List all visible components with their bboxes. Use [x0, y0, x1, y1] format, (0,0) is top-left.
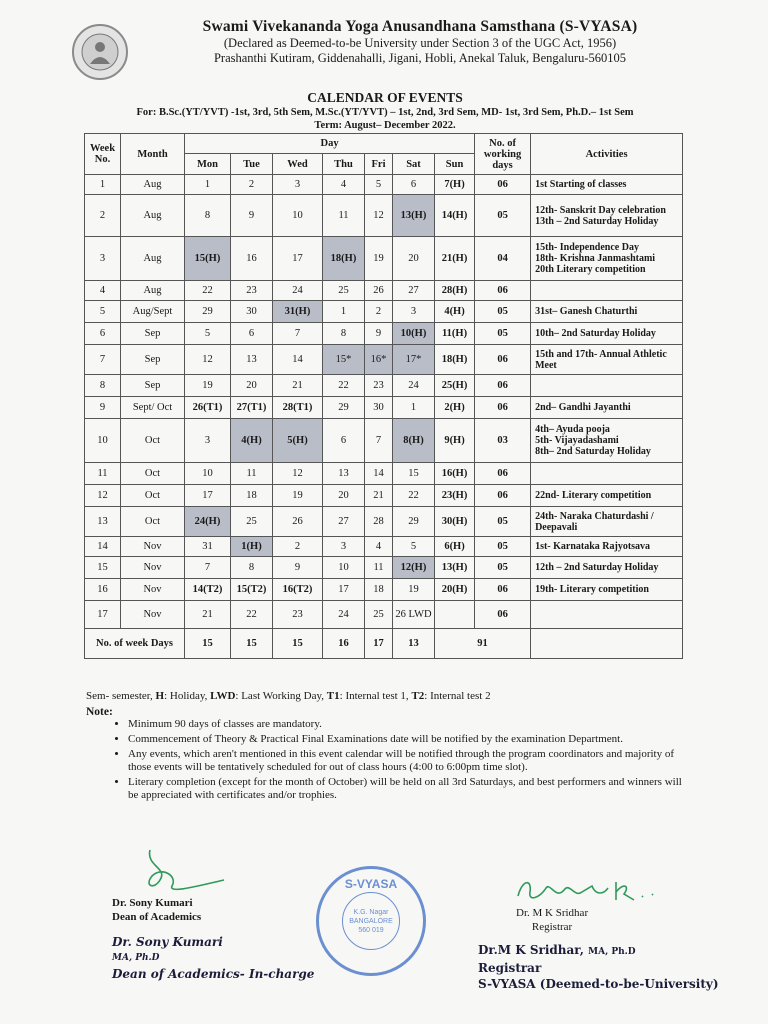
day-cell: 9 [273, 557, 323, 579]
seal-line: 560 019 [358, 926, 384, 934]
week-number: 13 [85, 507, 121, 537]
day-cell: 17 [185, 485, 231, 507]
working-days-cell: 06 [475, 485, 531, 507]
activity-line: 22nd- Literary competition [535, 490, 652, 501]
activity-line: 19th- Literary competition [535, 584, 649, 595]
totals-activities-empty [531, 629, 683, 659]
month-cell: Oct [121, 419, 185, 463]
legend-sem: Sem [86, 690, 106, 702]
month-cell: Sep [121, 345, 185, 375]
day-cell: 2 [231, 175, 273, 195]
day-cell: 7(H) [435, 175, 475, 195]
day-cell: 7 [365, 419, 393, 463]
day-cell: 26 LWD [393, 601, 435, 629]
day-cell: 14 [273, 345, 323, 375]
week-number: 7 [85, 345, 121, 375]
activity-line: 10th– 2nd Saturday Holiday [535, 328, 656, 339]
calendar-row [85, 601, 683, 629]
month-cell: Aug [121, 237, 185, 281]
day-cell: 6 [323, 419, 365, 463]
activities-cell [531, 195, 683, 237]
registrar-signature-scribble-icon [512, 872, 662, 908]
calendar-row [85, 419, 683, 463]
day-cell: 8(H) [393, 419, 435, 463]
header-day-mon: Mon [185, 154, 231, 175]
day-cell: 12(H) [393, 557, 435, 579]
calendar-row [85, 463, 683, 485]
working-days-cell: 06 [475, 601, 531, 629]
day-cell: 10(H) [393, 323, 435, 345]
total-count-cell: 15 [185, 629, 231, 659]
activity-line: 12th – 2nd Saturday Holiday [535, 562, 659, 573]
working-days-cell: 06 [475, 281, 531, 301]
day-cell: 25 [365, 601, 393, 629]
activity-line: 1st- Karnataka Rajyotsava [535, 541, 651, 552]
dean-stamp-name: Dr. Sony Kumari [112, 935, 223, 949]
header-day-tue: Tue [231, 154, 273, 175]
day-cell: 17* [393, 345, 435, 375]
working-days-cell: 05 [475, 195, 531, 237]
day-cell: 9 [231, 195, 273, 237]
day-cell: 18 [365, 579, 393, 601]
calendar-row [85, 507, 683, 537]
week-number: 1 [85, 175, 121, 195]
note-item: • Commencement of Theory & Practical Final Examinations date will be notified by the examination Department. [128, 733, 688, 746]
day-cell: 13(H) [435, 557, 475, 579]
seal-line: K.G. Nagar [353, 908, 389, 916]
activities-cell [531, 463, 683, 485]
header-day-sat: Sat [393, 154, 435, 175]
dean-name: Dr. Sony Kumari [112, 897, 193, 909]
day-cell: 22 [231, 601, 273, 629]
dean-signature-scribble-icon [138, 846, 228, 898]
day-cell: 15 [393, 463, 435, 485]
note-item: • Literary completion (except for the month of October) will be held on all 3rd Saturdays, and best performers and winners will be appreciated with certificates and/or trophies. [128, 776, 688, 802]
calendar-term: Term: August– December 2022. [314, 120, 456, 131]
registrar-stamp-name: Dr.M K Sridhar, [478, 943, 584, 957]
day-cell: 4 [323, 175, 365, 195]
day-cell: 16(H) [435, 463, 475, 485]
day-cell: 4(H) [435, 301, 475, 323]
legend-sem-def: - semester, [105, 690, 156, 702]
month-cell: Nov [121, 601, 185, 629]
day-cell: 22 [323, 375, 365, 397]
day-cell: 19 [185, 375, 231, 397]
month-cell: Nov [121, 557, 185, 579]
activity-line: 20th Literary competition [535, 264, 646, 275]
note-item: • Any events, which aren't mentioned in this event calendar will be notified through the program coordinators and majority of those events will be tentatively scheduled for out of class hours (4:00 to 6:00pm time slot). [128, 748, 688, 774]
calendar-row [85, 557, 683, 579]
activities-cell [531, 537, 683, 557]
registrar-stamp-title: Registrar [478, 961, 542, 975]
day-cell: 1(H) [231, 537, 273, 557]
header-day-wed: Wed [273, 154, 323, 175]
notes-list [106, 718, 688, 804]
activities-cell [531, 557, 683, 579]
week-number: 9 [85, 397, 121, 419]
day-cell: 29 [323, 397, 365, 419]
day-cell: 5 [185, 323, 231, 345]
day-cell: 9(H) [435, 419, 475, 463]
calendar-title: CALENDAR OF EVENTS [307, 90, 463, 105]
month-cell: Aug [121, 281, 185, 301]
week-number: 16 [85, 579, 121, 601]
month-cell: Sep [121, 323, 185, 345]
logo-emblem-icon [80, 32, 120, 72]
calendar-table [84, 133, 683, 659]
month-cell: Oct [121, 507, 185, 537]
working-days-cell: 06 [475, 463, 531, 485]
day-cell: 6 [231, 323, 273, 345]
registrar-stamp-org: S-VYASA (Deemed-to-be-University) [478, 977, 719, 991]
note-item: • Minimum 90 days of classes are mandatory. [128, 718, 688, 731]
day-cell: 20(H) [435, 579, 475, 601]
working-days-cell: 06 [475, 579, 531, 601]
activity-line: 13th – 2nd Saturday Holiday [535, 215, 659, 227]
day-cell: 17 [273, 237, 323, 281]
day-cell: 25 [231, 507, 273, 537]
month-cell: Aug [121, 195, 185, 237]
header-day: Day [185, 134, 475, 154]
header-month: Month [121, 134, 185, 175]
day-cell: 24 [323, 601, 365, 629]
month-cell: Nov [121, 579, 185, 601]
day-cell: 13 [231, 345, 273, 375]
activities-cell [531, 375, 683, 397]
totals-label: No. of week Days [85, 629, 185, 659]
legend [86, 690, 491, 702]
header-day-thu: Thu [323, 154, 365, 175]
activity-line: 15th- Independence Day [535, 242, 639, 253]
day-cell: 19 [365, 237, 393, 281]
activities-cell [531, 419, 683, 463]
seal-line: BANGALORE [349, 917, 393, 925]
day-cell: 13(H) [393, 195, 435, 237]
dean-stamp-title: Dean of Academics- In-charge [112, 967, 315, 981]
institution-header [140, 18, 700, 66]
header-week: Week No. [85, 134, 121, 175]
day-cell: 27 [323, 507, 365, 537]
registrar-signature-block [516, 906, 588, 934]
day-cell: 17 [323, 579, 365, 601]
week-number: 15 [85, 557, 121, 579]
institution-subtitle: (Declared as Deemed-to-be University under Section 3 of the UGC Act, 1956) [223, 36, 617, 50]
day-cell: 21(H) [435, 237, 475, 281]
university-seal [316, 866, 426, 976]
day-cell: 8 [185, 195, 231, 237]
day-cell: 15(T2) [231, 579, 273, 601]
day-cell: 31(H) [273, 301, 323, 323]
totals-row [85, 629, 683, 659]
week-number: 4 [85, 281, 121, 301]
day-cell: 28 [365, 507, 393, 537]
month-cell: Oct [121, 463, 185, 485]
day-cell: 1 [393, 397, 435, 419]
calendar-row [85, 301, 683, 323]
day-cell: 2 [365, 301, 393, 323]
legend-lwd: LWD [210, 690, 236, 702]
working-days-cell: 03 [475, 419, 531, 463]
day-cell: 23 [365, 375, 393, 397]
activities-cell [531, 507, 683, 537]
calendar-row [85, 323, 683, 345]
working-days-cell: 05 [475, 537, 531, 557]
day-cell: 16(T2) [273, 579, 323, 601]
calendar-row [85, 537, 683, 557]
day-cell: 25(H) [435, 375, 475, 397]
activity-line: 15th and 17th- Annual Athletic Meet [535, 348, 667, 371]
activity-line: 5th- Vijayadashami [535, 435, 619, 446]
week-number: 12 [85, 485, 121, 507]
day-cell: 19 [273, 485, 323, 507]
activity-line: 24th- Naraka Chaturdashi / Deepavali [535, 510, 654, 533]
activity-line: 1st Starting of classes [535, 179, 627, 190]
day-cell: 20 [231, 375, 273, 397]
month-cell: Sep [121, 375, 185, 397]
week-number: 17 [85, 601, 121, 629]
day-cell: 11 [231, 463, 273, 485]
legend-t2: T2 [411, 690, 425, 702]
total-working-days: 91 [435, 629, 531, 659]
institution-title: Swami Vivekananda Yoga Anusandhana Samsthana (S-VYASA) [202, 18, 638, 35]
dean-stamp [112, 934, 314, 982]
registrar-stamp [478, 942, 719, 992]
day-cell: 3 [323, 537, 365, 557]
dean-stamp-degree: MA, Ph.D [112, 953, 160, 963]
working-days-cell: 05 [475, 507, 531, 537]
day-cell: 23 [231, 281, 273, 301]
calendar-row [85, 175, 683, 195]
day-cell: 11 [323, 195, 365, 237]
day-cell: 4(H) [231, 419, 273, 463]
day-cell: 8 [323, 323, 365, 345]
day-cell: 3 [393, 301, 435, 323]
working-days-cell: 05 [475, 557, 531, 579]
day-cell: 30 [365, 397, 393, 419]
working-days-cell: 06 [475, 397, 531, 419]
week-number: 11 [85, 463, 121, 485]
day-cell: 13 [323, 463, 365, 485]
activity-line: 18th- Krishna Janmashtami [535, 253, 656, 264]
day-cell: 24 [393, 375, 435, 397]
activities-cell [531, 175, 683, 195]
day-cell: 30(H) [435, 507, 475, 537]
day-cell: 5(H) [273, 419, 323, 463]
day-cell: 11(H) [435, 323, 475, 345]
week-number: 10 [85, 419, 121, 463]
activity-line: 31st– Ganesh Chaturthi [535, 306, 638, 317]
day-cell: 1 [323, 301, 365, 323]
day-cell [435, 601, 475, 629]
day-cell: 7 [185, 557, 231, 579]
month-cell: Oct [121, 485, 185, 507]
week-number: 8 [85, 375, 121, 397]
calendar-row [85, 579, 683, 601]
day-cell: 22 [185, 281, 231, 301]
day-cell: 24(H) [185, 507, 231, 537]
calendar-row [85, 397, 683, 419]
day-cell: 14(H) [435, 195, 475, 237]
day-cell: 28(H) [435, 281, 475, 301]
day-cell: 8 [231, 557, 273, 579]
total-count-cell: 13 [393, 629, 435, 659]
working-days-cell: 05 [475, 323, 531, 345]
month-cell: Nov [121, 537, 185, 557]
day-cell: 18(H) [435, 345, 475, 375]
day-cell: 21 [185, 601, 231, 629]
activities-cell [531, 237, 683, 281]
calendar-row [85, 281, 683, 301]
day-cell: 18 [231, 485, 273, 507]
day-cell: 23 [273, 601, 323, 629]
activity-line: 8th– 2nd Saturday Holiday [535, 446, 651, 457]
week-number: 3 [85, 237, 121, 281]
seal-inner [342, 892, 400, 950]
day-cell: 10 [323, 557, 365, 579]
day-cell: 12 [185, 345, 231, 375]
day-cell: 29 [393, 507, 435, 537]
dean-signature-block [112, 896, 201, 924]
header-activities: Activities [531, 134, 683, 175]
day-cell: 5 [393, 537, 435, 557]
day-cell: 4 [365, 537, 393, 557]
legend-lwd-def: : Last Working Day, [235, 690, 327, 702]
calendar-row [85, 345, 683, 375]
day-cell: 9 [365, 323, 393, 345]
registrar-stamp-degree: MA, Ph.D [588, 947, 636, 957]
day-cell: 6 [393, 175, 435, 195]
calendar-programs: For: B.Sc.(YT/YVT) -1st, 3rd, 5th Sem, M.Sc.(YT/YVT) – 1st, 2nd, 3rd Sem, MD- 1st, 3rd Sem, Ph.D.– 1st Sem [136, 107, 634, 118]
activity-line: 12th- Sanskrit Day celebration [535, 204, 666, 216]
month-cell: Aug [121, 175, 185, 195]
dean-title: Dean of Academics [112, 911, 202, 923]
day-cell: 3 [185, 419, 231, 463]
working-days-cell: 06 [475, 345, 531, 375]
header-working-days: No. of working days [475, 134, 531, 175]
day-cell: 14(T2) [185, 579, 231, 601]
activities-cell [531, 485, 683, 507]
day-cell: 12 [273, 463, 323, 485]
activity-line: 4th– Ayuda pooja [535, 424, 610, 435]
day-cell: 6(H) [435, 537, 475, 557]
day-cell: 1 [185, 175, 231, 195]
registrar-name: Dr. M K Sridhar [516, 907, 589, 919]
institution-address: Prashanthi Kutiram, Giddenahalli, Jigani, Hobli, Anekal Taluk, Bengaluru-560105 [213, 51, 627, 65]
total-count-cell: 16 [323, 629, 365, 659]
calendar-row [85, 485, 683, 507]
activities-cell [531, 601, 683, 629]
day-cell: 30 [231, 301, 273, 323]
day-cell: 16* [365, 345, 393, 375]
working-days-cell: 06 [475, 375, 531, 397]
week-number: 5 [85, 301, 121, 323]
week-number: 2 [85, 195, 121, 237]
notes-title: Note: [86, 706, 113, 718]
day-cell: 7 [273, 323, 323, 345]
day-cell: 20 [323, 485, 365, 507]
day-cell: 2(H) [435, 397, 475, 419]
day-cell: 24 [273, 281, 323, 301]
month-cell: Aug/Sept [121, 301, 185, 323]
day-cell: 11 [365, 557, 393, 579]
day-cell: 31 [185, 537, 231, 557]
activities-cell [531, 281, 683, 301]
activities-cell [531, 301, 683, 323]
day-cell: 20 [393, 237, 435, 281]
day-cell: 10 [273, 195, 323, 237]
working-days-cell: 05 [475, 301, 531, 323]
day-cell: 21 [365, 485, 393, 507]
day-cell: 16 [231, 237, 273, 281]
day-cell: 29 [185, 301, 231, 323]
month-cell: Sept/ Oct [121, 397, 185, 419]
activities-cell [531, 345, 683, 375]
day-cell: 18(H) [323, 237, 365, 281]
activities-cell [531, 397, 683, 419]
legend-t1: T1 [326, 690, 340, 702]
header-day-sun: Sun [435, 154, 475, 175]
day-cell: 19 [393, 579, 435, 601]
university-logo [72, 24, 128, 80]
legend-h-def: : Holiday, [164, 690, 211, 702]
header-day-fri: Fri [365, 154, 393, 175]
total-count-cell: 17 [365, 629, 393, 659]
day-cell: 10 [185, 463, 231, 485]
day-cell: 27(T1) [231, 397, 273, 419]
working-days-cell: 04 [475, 237, 531, 281]
seal-top-text: S-VYASA [344, 877, 398, 891]
day-cell: 14 [365, 463, 393, 485]
day-cell: 26 [273, 507, 323, 537]
day-cell: 2 [273, 537, 323, 557]
day-cell: 27 [393, 281, 435, 301]
calendar-row [85, 195, 683, 237]
activities-cell [531, 579, 683, 601]
legend-h: H [155, 690, 165, 702]
activity-line: 2nd– Gandhi Jayanthi [535, 402, 631, 413]
day-cell: 5 [365, 175, 393, 195]
day-cell: 3 [273, 175, 323, 195]
registrar-title: Registrar [531, 921, 573, 933]
day-cell: 15(H) [185, 237, 231, 281]
working-days-cell: 06 [475, 175, 531, 195]
calendar-row [85, 375, 683, 397]
calendar-heading [80, 90, 690, 132]
day-cell: 26(T1) [185, 397, 231, 419]
week-number: 6 [85, 323, 121, 345]
day-cell: 26 [365, 281, 393, 301]
total-count-cell: 15 [273, 629, 323, 659]
day-cell: 23(H) [435, 485, 475, 507]
day-cell: 28(T1) [273, 397, 323, 419]
total-count-cell: 15 [231, 629, 273, 659]
activities-cell [531, 323, 683, 345]
week-number: 14 [85, 537, 121, 557]
legend-t1-def: : Internal test 1, [339, 690, 412, 702]
day-cell: 15* [323, 345, 365, 375]
legend-t2-def: : Internal test 2 [424, 690, 491, 702]
day-cell: 12 [365, 195, 393, 237]
calendar-row [85, 237, 683, 281]
day-cell: 25 [323, 281, 365, 301]
day-cell: 21 [273, 375, 323, 397]
day-cell: 22 [393, 485, 435, 507]
